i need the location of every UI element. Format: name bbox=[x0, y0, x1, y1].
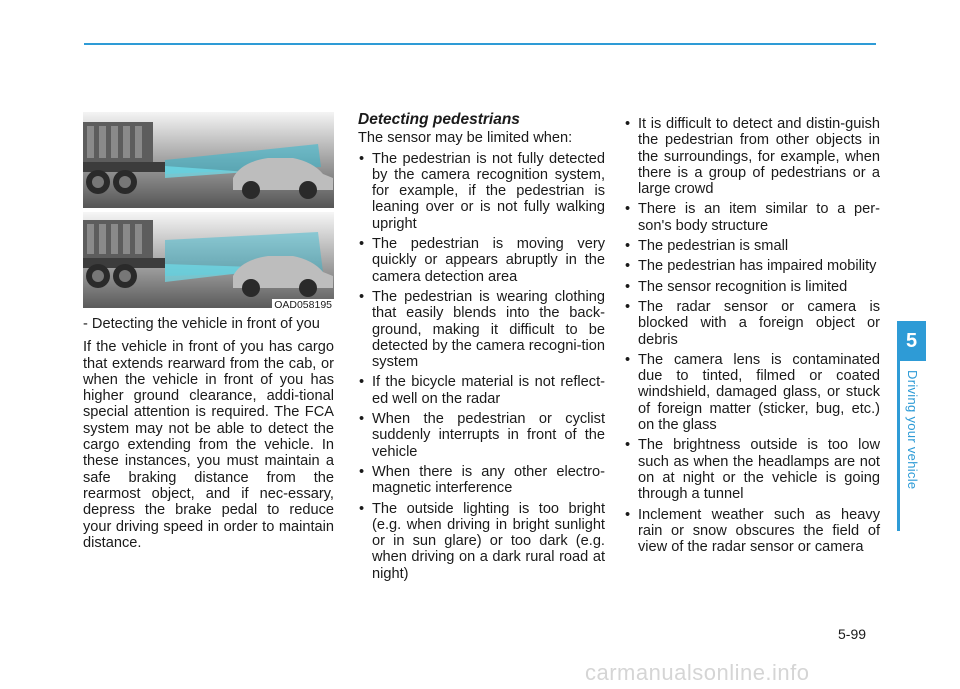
watermark: carmanualsonline.info bbox=[585, 660, 810, 685]
list-item: • When the pedestrian or cyclist suddenly interrupts in front of the vehicle bbox=[358, 411, 605, 460]
section-heading: Detecting pedestrians bbox=[358, 111, 520, 128]
fca-illustration bbox=[83, 112, 334, 311]
list-item: • The brightness outside is too low such as when the headlamps are not on at night or the vehicle is going through a tunnel bbox=[624, 437, 880, 502]
truck-car-illustration-bottom bbox=[83, 212, 334, 308]
chapter-number-tab: 5 bbox=[897, 321, 926, 361]
list-item: • The camera lens is contaminated due to tinted, filmed or coated windshield, damaged glass, or stuck of foreign matter (sticker, bug, etc.) on the glass bbox=[624, 352, 880, 433]
left-column bbox=[83, 316, 334, 558]
page-number: 5-99 bbox=[838, 626, 867, 642]
cargo-paragraph: If the vehicle in front of you has cargo that extends rearward from the cab, or when the vehicle in front of you has higher ground clearance, addi-tional special attention is required. The FCA system may not be able to detect the cargo extending from the vehicle. In these instances, you must maintain a safe braking distance from the rearmost object, and if nec-essary, depress the brake pedal to reduce your driving speed in order to maintain distance. bbox=[83, 339, 334, 551]
truck-car-illustration-top bbox=[83, 112, 334, 208]
list-item: • The pedestrian has impaired mobility bbox=[624, 258, 880, 274]
figure-code: OAD058195 bbox=[274, 299, 332, 311]
list-item: • It is difficult to detect and distin-guish the pedestrian from other objects in the surroundings, for example, when there is a group of pedestrians or a large crowd bbox=[624, 116, 880, 197]
header-rule bbox=[84, 43, 876, 45]
list-item: • The radar sensor or camera is blocked with a foreign object or debris bbox=[624, 299, 880, 348]
right-column bbox=[624, 116, 880, 559]
middle-column bbox=[358, 112, 605, 586]
list-item: • The pedestrian is wearing clothing that easily blends into the back-ground, making it difficult to be detected by the camera recogni-tion system bbox=[358, 289, 605, 370]
pedestrian-limitations-list-continued bbox=[624, 116, 880, 555]
list-item: • The outside lighting is too bright (e.g. when driving in bright sunlight or in sun glare) or too dark (e.g. when driving on a dark rural road at night) bbox=[358, 501, 605, 582]
list-item: • Inclement weather such as heavy rain or snow obscures the field of view of the radar sensor or camera bbox=[624, 507, 880, 556]
list-item: • There is an item similar to a per-son's body structure bbox=[624, 201, 880, 234]
chapter-title: Driving your vehicle bbox=[905, 370, 920, 490]
list-item: • The pedestrian is moving very quickly or appears abruptly in the camera detection area bbox=[358, 236, 605, 285]
pedestrian-limitations-list bbox=[358, 151, 605, 582]
list-item: • The pedestrian is not fully detected by the camera recognition system, for example, if the pedestrian is leaning over or is not fully walking upright bbox=[358, 151, 605, 232]
intro-text: The sensor may be limited when: bbox=[358, 130, 573, 147]
list-item: • The pedestrian is small bbox=[624, 238, 880, 254]
chapter-sidebar-line bbox=[897, 361, 900, 531]
figure-caption: - Detecting the vehicle in front of you bbox=[83, 316, 320, 332]
list-item: • When there is any other electro-magnetic interference bbox=[358, 464, 605, 497]
list-item: • The sensor recognition is limited bbox=[624, 279, 880, 295]
list-item: • If the bicycle material is not reflect-ed well on the radar bbox=[358, 374, 605, 407]
